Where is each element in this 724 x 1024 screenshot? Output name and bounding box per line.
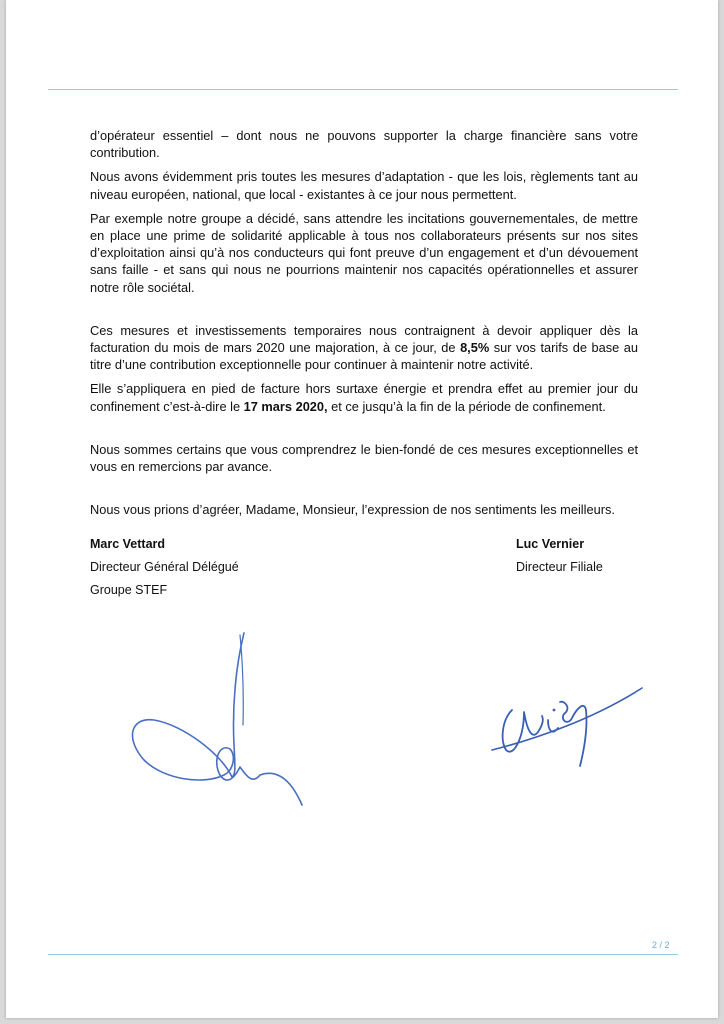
surcharge-rate: 8,5% bbox=[460, 340, 490, 356]
effective-date: 17 mars 2020, bbox=[243, 398, 328, 414]
signatory-left bbox=[90, 537, 239, 606]
paragraph-thanks: Nous sommes certains que vous comprendrez le bien-fondé de ces mesures exceptionnelles et vous en remercions par avance. bbox=[90, 441, 638, 475]
paragraph-closing: Nous vous prions d’agréer, Madame, Monsieur, l’expression de nos sentiments les meilleurs. bbox=[90, 502, 615, 518]
signatory-right-title: Directeur Filiale bbox=[516, 560, 603, 574]
page-number: 2 / 2 bbox=[652, 940, 670, 950]
header-rule bbox=[48, 89, 678, 90]
paragraph-effective-date: Elle s’appliquera en pied de facture hors surtaxe énergie et prendra effet au premier jour du confinement c’est-à-dire le 17 mars 2020, et ce jusqu’à la fin de la période de confinement. bbox=[90, 381, 638, 414]
signatory-left-org: Groupe STEF bbox=[90, 583, 168, 597]
paragraph-surcharge: Ces mesures et investissements temporaires nous contraignent à devoir appliquer dès la facturation du mois de mars 2020 une majoration, à ce jour, de 8,5% sur vos tarifs de base au titre d’une contribution exceptionnelle pour continuer à maintenir notre activité. bbox=[90, 322, 638, 373]
letter-body bbox=[90, 127, 638, 525]
signatory-right-name: Luc Vernier bbox=[516, 537, 585, 551]
signatory-left-title: Directeur Général Délégué bbox=[90, 560, 239, 574]
signature-left-image bbox=[124, 625, 314, 815]
signatory-left-name: Marc Vettard bbox=[90, 537, 166, 551]
letter-page bbox=[6, 0, 718, 1018]
signatory-right bbox=[516, 537, 603, 583]
signature-right-image bbox=[472, 640, 652, 780]
paragraph-2: Nous avons évidemment pris toutes les mesures d’adaptation - que les lois, règlements tant au niveau européen, national, que local - existantes à ce jour nous permettent. bbox=[90, 169, 638, 202]
footer-rule bbox=[48, 954, 678, 955]
paragraph-3: Par exemple notre groupe a décidé, sans attendre les incitations gouvernementales, de mettre en place une prime de solidarité applicable à tous nos collaborateurs présents sur nos sites d’exploitation ainsi qu’à nos conducteurs qui font preuve d’un engagement et d’un dévouement sans faille - et sans qui nous ne pourrions maintenir nos capacités opérationnelles et assurer notre rôle sociétal. bbox=[90, 210, 638, 295]
paragraph-1: d’opérateur essentiel – dont nous ne pouvons supporter la charge financière sans votre contribution. bbox=[90, 128, 638, 161]
